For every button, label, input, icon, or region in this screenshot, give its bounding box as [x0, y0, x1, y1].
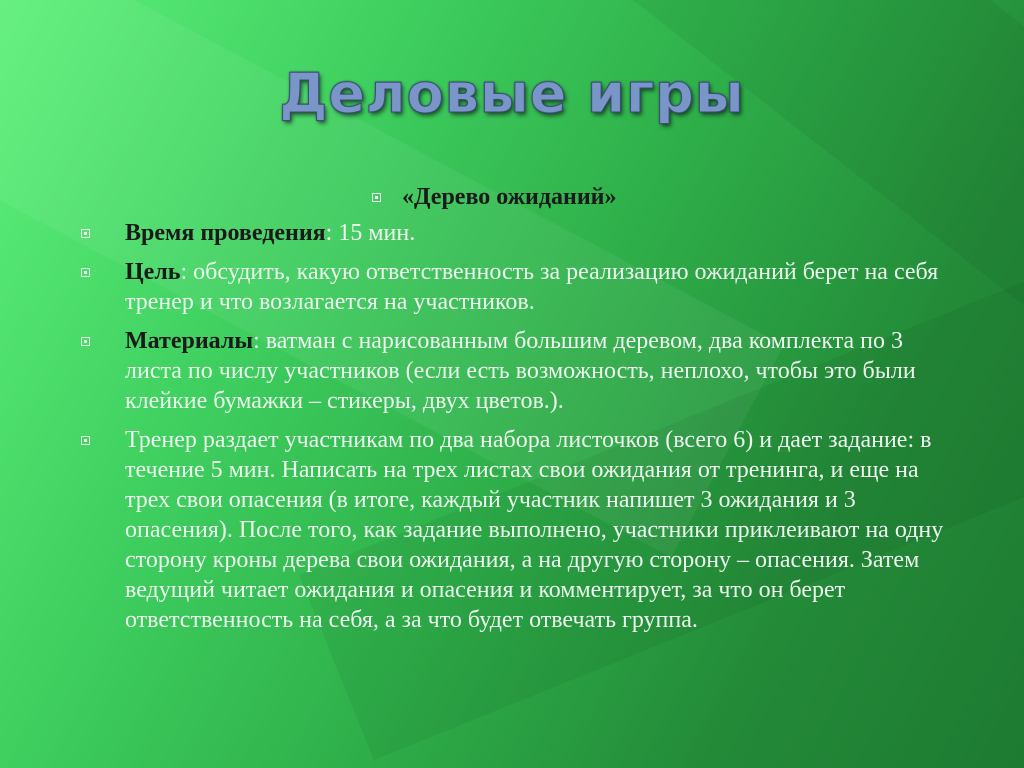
item-label: Материалы	[125, 328, 254, 354]
slide-title: Деловые игры	[279, 62, 745, 125]
item-text: : ватман с нарисованным большим деревом, два комплекта по 3 листа по числу участников (если есть возможность, неплохо, чтобы это были клейкие бумажки – стикеры, двух цветов.).	[125, 328, 916, 414]
item-label: Цель	[125, 259, 181, 285]
square-bullet-icon	[81, 268, 90, 277]
list-item	[80, 257, 960, 317]
bullet-list	[80, 218, 960, 644]
item-label: Время проведения	[125, 220, 326, 246]
subheading-text: «Дерево ожиданий»	[402, 184, 617, 210]
square-bullet-icon	[81, 337, 90, 346]
square-bullet-icon	[81, 436, 90, 445]
item-text: Тренер раздает участникам по два набора листочков (всего 6) и дает задание: в течение 5 мин. Написать на трех листах свои ожидания от тренинга, и еще на трех свои опасения (в итоге, каждый участник напишет 3 ожидания и 3 опасения). После того, как задание выполнено, участники приклеивают на одну сторону кроны дерева свои ожидания, а на другую сторону – опасения. Затем ведущий читает ожидания и опасения и комментирует, за что он берет ответственность на себя, а за что будет отвечать группа.	[125, 427, 944, 633]
subheading	[372, 184, 617, 211]
list-item	[80, 326, 960, 416]
item-text: : обсудить, какую ответственность за реализацию ожиданий берет на себя тренер и что возлагается на участников.	[125, 259, 939, 315]
list-item	[80, 218, 960, 248]
square-bullet-icon	[372, 193, 381, 202]
list-item	[80, 425, 960, 635]
item-text: : 15 мин.	[325, 220, 416, 246]
square-bullet-icon	[81, 229, 90, 238]
